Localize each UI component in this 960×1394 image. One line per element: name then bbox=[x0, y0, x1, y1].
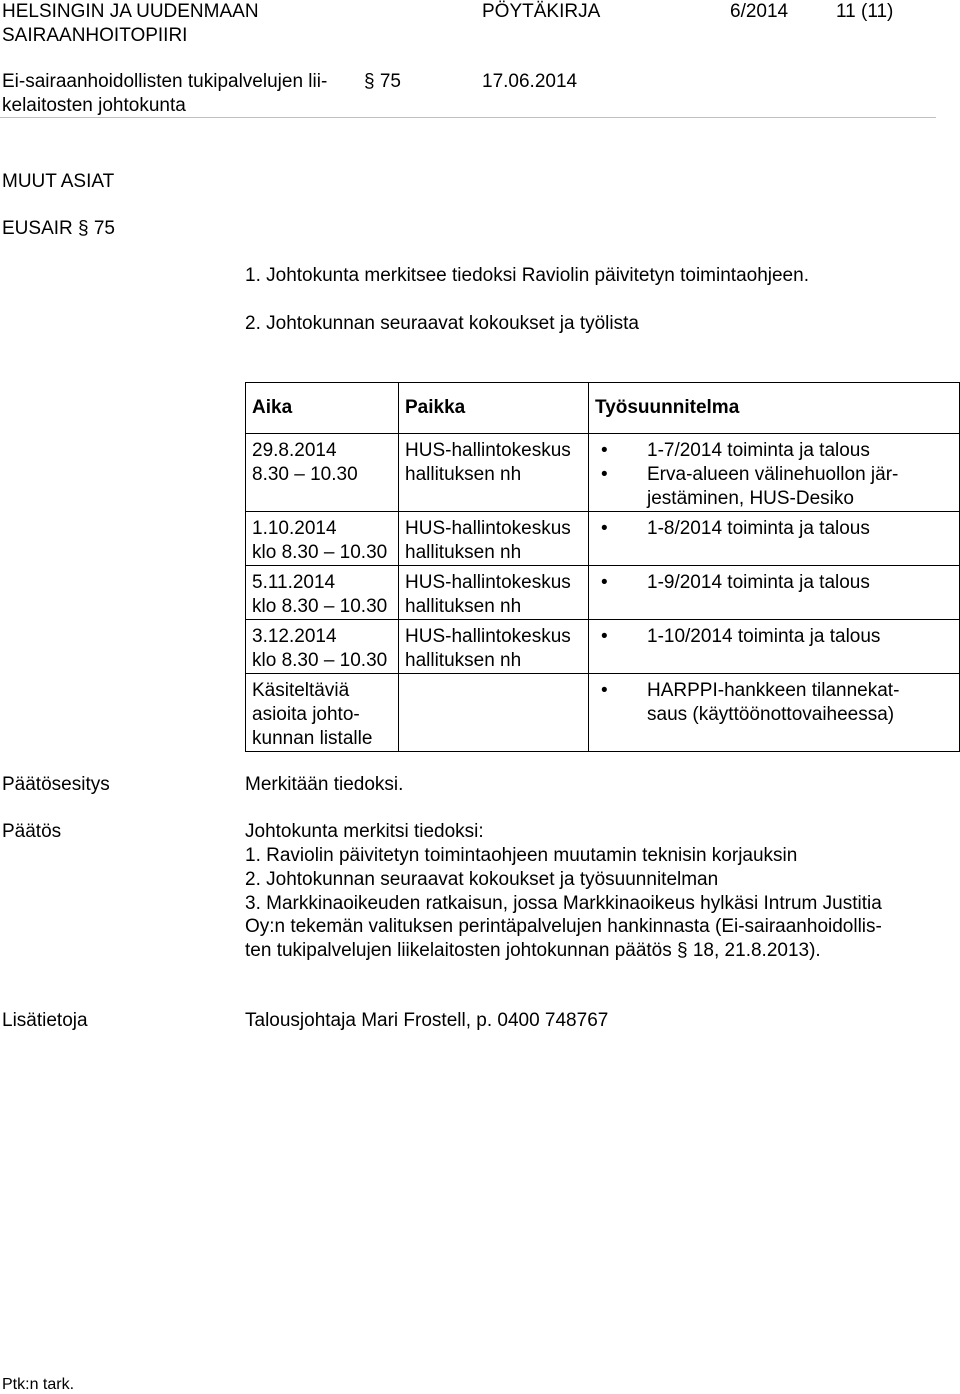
place-text: HUS-hallintokeskus bbox=[405, 626, 571, 647]
bullet-icon bbox=[595, 679, 647, 727]
work-plan-cell bbox=[589, 434, 960, 512]
section-heading: MUUT ASIAT bbox=[2, 171, 115, 192]
info-contact: Talousjohtaja Mari Frostell, p. 0400 748767 bbox=[245, 1010, 609, 1031]
work-item-text: HARPPI-hankkeen tilannekat- bbox=[647, 680, 900, 701]
time-text: klo 8.30 – 10.30 bbox=[252, 596, 388, 617]
work-item-text: jestäminen, HUS-Desiko bbox=[647, 488, 854, 509]
work-item-text-group bbox=[647, 463, 898, 511]
bullet-icon bbox=[595, 517, 647, 541]
note-text: Käsiteltäviä bbox=[252, 680, 350, 701]
time-cell bbox=[246, 434, 399, 512]
place-text: HUS-hallintokeskus bbox=[405, 572, 571, 593]
time-text: klo 8.30 – 10.30 bbox=[252, 650, 388, 671]
table-row bbox=[246, 434, 960, 512]
decision-line: 3. Markkinaoikeuden ratkaisun, jossa Markkinaoikeus hylkäsi Intrum Justitia bbox=[245, 893, 882, 914]
work-item-text: 1-9/2014 toiminta ja talous bbox=[647, 572, 870, 593]
time-cell bbox=[246, 566, 399, 620]
date-text: 29.8.2014 bbox=[252, 440, 337, 461]
date-text: 5.11.2014 bbox=[252, 572, 336, 593]
work-item-text: Erva-alueen välinehuollon jär- bbox=[647, 464, 899, 485]
bullet-icon bbox=[595, 571, 647, 595]
table-row bbox=[246, 566, 960, 620]
work-item-text: 1-8/2014 toiminta ja talous bbox=[647, 518, 870, 539]
section-number: § 75 bbox=[364, 71, 401, 92]
page-number: 11 (11) bbox=[836, 1, 894, 22]
work-item-text: saus (käyttöönottovaiheessa) bbox=[647, 704, 895, 725]
time-text: klo 8.30 – 10.30 bbox=[252, 542, 388, 563]
org-name-line2: SAIRAANHOITOPIIRI bbox=[2, 25, 188, 46]
bullet-icon bbox=[595, 463, 647, 511]
place-cell bbox=[399, 566, 589, 620]
list-item bbox=[595, 517, 953, 541]
place-cell bbox=[399, 674, 589, 752]
table-header-row bbox=[246, 383, 960, 434]
agenda-item-2: 2. Johtokunnan seuraavat kokoukset ja työlista bbox=[245, 313, 639, 334]
work-plan-cell bbox=[589, 512, 960, 566]
work-plan-cell bbox=[589, 566, 960, 620]
list-item bbox=[595, 571, 953, 595]
table-row bbox=[246, 674, 960, 752]
document-type: PÖYTÄKIRJA bbox=[482, 1, 601, 22]
body-name-line1: Ei-sairaanhoidollisten tukipalvelujen lii- bbox=[2, 71, 328, 92]
column-header-time: Aika bbox=[246, 383, 399, 434]
work-plan-cell bbox=[589, 620, 960, 674]
work-item-text: 1-7/2014 toiminta ja talous bbox=[647, 440, 870, 461]
decision-line: Oy:n tekemän valituksen perintäpalvelujen hankinnasta (Ei-sairaanhoidollis- bbox=[245, 916, 882, 937]
note-text: kunnan listalle bbox=[252, 728, 373, 749]
decision-line: 1. Raviolin päivitetyn toimintaohjeen muutamin teknisin korjauksin bbox=[245, 845, 798, 866]
work-item-text-group bbox=[647, 679, 899, 727]
work-item-text: 1-10/2014 toiminta ja talous bbox=[647, 626, 881, 647]
room-text: hallituksen nh bbox=[405, 542, 522, 563]
decision-line: 2. Johtokunnan seuraavat kokoukset ja työsuunnitelman bbox=[245, 869, 719, 890]
list-item bbox=[595, 439, 953, 463]
info-label: Lisätietoja bbox=[2, 1010, 88, 1031]
meeting-schedule-table bbox=[245, 382, 960, 752]
place-text: HUS-hallintokeskus bbox=[405, 440, 571, 461]
header-divider bbox=[0, 117, 936, 118]
column-header-work-plan: Työsuunnitelma bbox=[589, 383, 960, 434]
bullet-icon bbox=[595, 625, 647, 649]
room-text: hallituksen nh bbox=[405, 650, 522, 671]
decision-line: ten tukipalvelujen liikelaitosten johtokunnan päätös § 18, 21.8.2013). bbox=[245, 940, 821, 961]
document-number: 6/2014 bbox=[730, 1, 789, 22]
list-item bbox=[595, 625, 953, 649]
work-plan-cell bbox=[589, 674, 960, 752]
decision-line: Johtokunta merkitsi tiedoksi: bbox=[245, 821, 484, 842]
note-text: asioita johto- bbox=[252, 704, 360, 725]
list-item bbox=[595, 679, 953, 727]
subject-heading: EUSAIR § 75 bbox=[2, 218, 115, 239]
meeting-date: 17.06.2014 bbox=[482, 71, 578, 92]
time-cell bbox=[246, 674, 399, 752]
time-text: 8.30 – 10.30 bbox=[252, 464, 358, 485]
column-header-place: Paikka bbox=[399, 383, 589, 434]
bullet-icon bbox=[595, 439, 647, 463]
body-name-line2: kelaitosten johtokunta bbox=[2, 95, 186, 116]
org-name-line1: HELSINGIN JA UUDENMAAN bbox=[2, 1, 259, 22]
room-text: hallituksen nh bbox=[405, 596, 522, 617]
place-text: HUS-hallintokeskus bbox=[405, 518, 571, 539]
time-cell bbox=[246, 620, 399, 674]
place-cell bbox=[399, 512, 589, 566]
place-cell bbox=[399, 620, 589, 674]
room-text: hallituksen nh bbox=[405, 464, 522, 485]
decision-label: Päätös bbox=[2, 821, 62, 842]
place-cell bbox=[399, 434, 589, 512]
time-cell bbox=[246, 512, 399, 566]
date-text: 1.10.2014 bbox=[252, 518, 337, 539]
table-row bbox=[246, 512, 960, 566]
table-row bbox=[246, 620, 960, 674]
proposal-text: Merkitään tiedoksi. bbox=[245, 774, 404, 795]
agenda-item-1: 1. Johtokunta merkitsee tiedoksi Raviolin päivitetyn toimintaohjeen. bbox=[245, 265, 809, 286]
proposal-label: Päätösesitys bbox=[2, 774, 110, 795]
footer-checker-label: Ptk:n tark. bbox=[2, 1376, 75, 1393]
date-text: 3.12.2014 bbox=[252, 626, 337, 647]
list-item bbox=[595, 463, 953, 511]
